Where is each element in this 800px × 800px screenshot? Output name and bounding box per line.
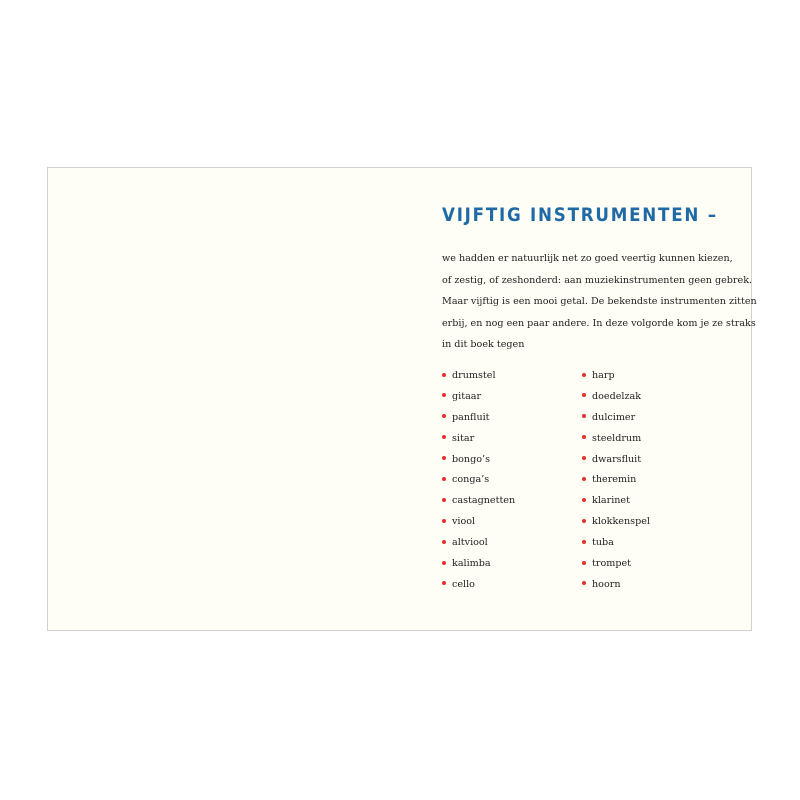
list-item — [442, 491, 515, 512]
book-spread — [47, 167, 757, 631]
instrument-name: kalimba — [452, 558, 491, 570]
instrument-name: conga’s — [452, 474, 490, 486]
instrument-name: bongo’s — [452, 453, 490, 465]
instrument-name: tuba — [592, 537, 614, 549]
bullet-icon — [582, 498, 586, 502]
bullet-icon — [442, 561, 446, 565]
intro-paragraph — [442, 248, 757, 356]
list-item — [442, 408, 515, 429]
intro-line: in dit boek tegen — [442, 339, 525, 350]
instrument-name: klarinet — [592, 495, 630, 507]
bullet-icon — [442, 393, 446, 397]
list-item — [582, 512, 650, 533]
bullet-icon — [442, 477, 446, 481]
instrument-name: altviool — [452, 537, 488, 549]
instrument-name: gitaar — [452, 390, 482, 402]
list-item — [582, 575, 650, 596]
instrument-name: steeldrum — [592, 432, 642, 444]
bullet-icon — [442, 373, 446, 377]
bullet-icon — [582, 540, 586, 544]
list-item — [442, 512, 515, 533]
list-item — [442, 554, 515, 575]
list-item — [582, 491, 650, 512]
right-page — [442, 168, 757, 630]
instrument-name: castagnetten — [452, 495, 516, 507]
bullet-icon — [442, 414, 446, 418]
list-item — [442, 470, 515, 491]
list-item — [582, 408, 650, 429]
list-item — [442, 450, 515, 471]
bullet-icon — [582, 435, 586, 439]
list-item — [582, 366, 650, 387]
bullet-icon — [582, 477, 586, 481]
list-item — [582, 429, 650, 450]
instrument-list-right — [582, 366, 650, 596]
bullet-icon — [582, 561, 586, 565]
instrument-name: hoorn — [592, 578, 621, 590]
list-item — [442, 533, 515, 554]
bullet-icon — [582, 414, 586, 418]
instrument-name: viool — [452, 516, 476, 528]
bullet-icon — [442, 456, 446, 460]
instrument-name: drumstel — [452, 370, 496, 381]
instrument-list-left — [442, 366, 515, 596]
instrument-name: sitar — [452, 432, 475, 444]
list-item — [582, 470, 650, 491]
list-item — [582, 450, 650, 471]
instrument-name: harp — [592, 370, 615, 381]
bullet-icon — [442, 519, 446, 523]
bullet-icon — [582, 581, 586, 585]
list-item — [442, 366, 515, 387]
bullet-icon — [442, 540, 446, 544]
list-item — [582, 387, 650, 408]
bullet-icon — [582, 456, 586, 460]
intro-line: we hadden er natuurlijk net zo goed veertig kunnen kiezen, — [442, 253, 733, 264]
instrument-name: dulcimer — [592, 411, 636, 423]
bullet-icon — [582, 373, 586, 377]
list-item — [442, 575, 515, 596]
intro-line: Maar vijftig is een mooi getal. De bekendste instrumenten zitten — [442, 296, 757, 307]
bullet-icon — [442, 498, 446, 502]
bullet-icon — [582, 519, 586, 523]
bullet-icon — [442, 581, 446, 585]
list-item — [582, 554, 650, 575]
instrument-name: klokkenspel — [592, 516, 650, 528]
instrument-name: doedelzak — [592, 390, 642, 402]
list-item — [442, 387, 515, 408]
instrument-name: trompet — [592, 558, 631, 570]
instrument-name: panfluit — [452, 411, 490, 423]
instrument-name: theremin — [592, 474, 637, 486]
list-item — [442, 429, 515, 450]
page-heading: VIJFTIG INSTRUMENTEN – — [442, 204, 718, 226]
bullet-icon — [442, 435, 446, 439]
instrument-name: cello — [452, 578, 475, 590]
intro-line: of zestig, of zeshonderd: aan muziekinstrumenten geen gebrek. — [442, 274, 753, 286]
list-item — [582, 533, 650, 554]
instrument-name: dwarsfluit — [592, 453, 642, 465]
intro-line: erbij, en nog een paar andere. In deze volgorde kom je ze straks — [442, 317, 756, 329]
bullet-icon — [582, 393, 586, 397]
